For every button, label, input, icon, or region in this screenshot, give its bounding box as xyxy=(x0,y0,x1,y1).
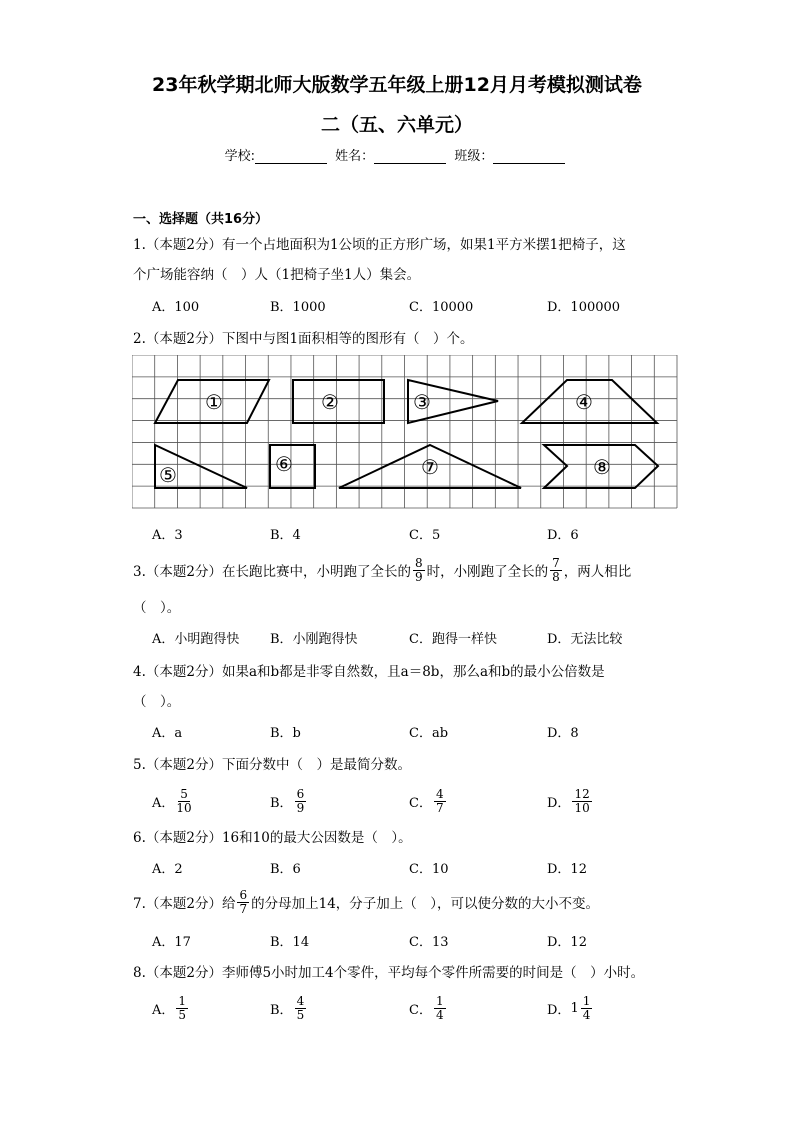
numerator: 6 xyxy=(296,786,305,801)
option-d[interactable] xyxy=(547,783,594,819)
label-4: ④ xyxy=(575,390,593,414)
fraction xyxy=(434,995,446,1022)
option-b[interactable]: B．6 xyxy=(270,861,301,877)
option-a[interactable] xyxy=(152,990,190,1026)
label-2: ② xyxy=(321,390,339,414)
option-c[interactable]: C．10000 xyxy=(409,299,474,315)
fraction xyxy=(434,788,446,815)
option-c[interactable] xyxy=(409,783,448,819)
option-b[interactable]: B．小刚跑得快 xyxy=(270,631,358,647)
option-a[interactable]: A．3 xyxy=(152,527,183,543)
option-a[interactable] xyxy=(152,783,194,819)
name-label: 姓名： xyxy=(335,149,375,164)
option-c[interactable]: C．13 xyxy=(409,934,449,950)
q1-options xyxy=(152,290,672,320)
q3-text-1 xyxy=(133,553,631,587)
label-3: ③ xyxy=(413,390,431,414)
whole-part: 1 xyxy=(570,1000,579,1016)
q7-options xyxy=(152,925,672,955)
denominator: 7 xyxy=(239,901,248,916)
q3-text-2: （ ）。 xyxy=(133,600,181,616)
fraction xyxy=(176,995,188,1022)
name-blank[interactable] xyxy=(374,150,446,164)
option-c[interactable]: C．10 xyxy=(409,861,449,877)
q3-options xyxy=(152,622,672,652)
q2-grid-figure xyxy=(132,355,678,509)
numerator: 5 xyxy=(180,786,188,801)
q6-text: 6.（本题2分）16和10的最大公因数是（ ）。 xyxy=(133,830,412,846)
numerator: 1 xyxy=(582,993,591,1008)
school-blank[interactable] xyxy=(255,150,327,164)
option-c[interactable] xyxy=(409,990,448,1026)
option-d[interactable]: D．12 xyxy=(547,934,587,950)
option-d[interactable]: D．无法比较 xyxy=(547,631,623,647)
mixed-number xyxy=(570,995,594,1022)
option-a[interactable]: A．2 xyxy=(152,861,183,877)
option-d[interactable]: D．8 xyxy=(547,725,579,741)
q5-text: 5.（本题2分）下面分数中（ ）是最简分数。 xyxy=(133,757,411,773)
q3-post: ，两人相比 xyxy=(563,564,632,580)
option-letter: B． xyxy=(270,1002,293,1018)
fraction xyxy=(581,995,593,1022)
numerator: 4 xyxy=(435,786,444,801)
denominator: 10 xyxy=(574,800,590,815)
q3-mid: 时，小刚跑了全长的 xyxy=(426,564,549,580)
option-letter: A． xyxy=(152,795,175,811)
q2-text: 2.（本题2分）下图中与图1面积相等的图形有（ ）个。 xyxy=(133,331,474,347)
label-8: ⑧ xyxy=(593,455,611,479)
option-d[interactable]: D．12 xyxy=(547,861,587,877)
option-b[interactable]: B．4 xyxy=(270,527,301,543)
q1-text-2: 个广场能容纳（ ）人（1把椅子坐1人）集会。 xyxy=(133,267,421,283)
denominator: 9 xyxy=(414,569,423,584)
option-letter: C． xyxy=(409,1002,432,1018)
label-7: ⑦ xyxy=(421,455,439,479)
option-d[interactable]: D．6 xyxy=(547,527,579,543)
fraction xyxy=(295,788,307,815)
numerator: 4 xyxy=(296,993,305,1008)
option-letter: C． xyxy=(409,795,432,811)
option-b[interactable]: B．b xyxy=(270,725,301,741)
denominator: 5 xyxy=(178,1007,187,1022)
numerator: 1 xyxy=(178,993,187,1008)
q4-text-2: （ ）。 xyxy=(133,694,181,710)
option-c[interactable]: C．ab xyxy=(409,725,449,741)
q7-post: 的分母加上14，分子加上（ ），可以使分数的大小不变。 xyxy=(251,896,600,912)
option-a[interactable]: A．小明跑得快 xyxy=(152,631,240,647)
option-d[interactable] xyxy=(547,990,594,1026)
q7-pre: 7.（本题2分）给 xyxy=(133,896,236,912)
class-blank[interactable] xyxy=(493,150,565,164)
option-letter: D． xyxy=(547,1002,571,1018)
section-heading: 一、选择题（共16分） xyxy=(133,212,269,227)
label-5: ⑤ xyxy=(159,463,177,487)
option-b[interactable] xyxy=(270,990,308,1026)
label-1: ① xyxy=(205,390,223,414)
q8-text: 8.（本题2分）李师傅5小时加工4个零件，平均每个零件所需要的时间是（ ）小时。 xyxy=(133,965,645,981)
denominator: 7 xyxy=(435,800,444,815)
q2-options xyxy=(152,518,672,548)
fraction-8-9 xyxy=(413,557,425,584)
option-letter: D． xyxy=(547,795,571,811)
denominator: 4 xyxy=(582,1007,591,1022)
option-letter: B． xyxy=(270,795,293,811)
page-title: 23年秋学期北师大版数学五年级上册12月月考模拟测试卷 xyxy=(152,74,642,96)
label-6: ⑥ xyxy=(275,452,293,476)
option-b[interactable]: B．1000 xyxy=(270,299,326,315)
option-c[interactable]: C．5 xyxy=(409,527,441,543)
numerator: 12 xyxy=(574,786,590,801)
denominator: 8 xyxy=(552,569,560,584)
denominator: 10 xyxy=(176,800,192,815)
fraction-6-7 xyxy=(237,889,249,916)
q4-options xyxy=(152,716,672,746)
q5-options xyxy=(152,783,672,819)
fraction xyxy=(572,788,591,815)
option-a[interactable]: A．17 xyxy=(152,934,191,950)
q7-text xyxy=(133,885,599,919)
numerator: 1 xyxy=(435,993,444,1008)
class-label: 班级： xyxy=(454,149,494,164)
numerator: 8 xyxy=(414,555,423,570)
option-b[interactable]: B．14 xyxy=(270,934,310,950)
option-b[interactable] xyxy=(270,783,308,819)
numerator: 6 xyxy=(239,887,248,902)
fraction xyxy=(176,788,191,815)
fraction xyxy=(295,995,307,1022)
fraction-7-8 xyxy=(550,557,562,584)
denominator: 5 xyxy=(296,1007,305,1022)
school-label: 学校: xyxy=(224,149,256,164)
denominator: 4 xyxy=(435,1007,444,1022)
option-a[interactable]: A．100 xyxy=(152,299,200,315)
denominator: 9 xyxy=(296,800,305,815)
option-c[interactable]: C．跑得一样快 xyxy=(409,631,497,647)
q1-text-1: 1.（本题2分）有一个占地面积为1公顷的正方形广场，如果1平方米摆1把椅子，这 xyxy=(133,237,626,253)
q3-pre: 3.（本题2分）在长跑比赛中，小明跑了全长的 xyxy=(133,564,411,580)
option-d[interactable]: D．100000 xyxy=(547,299,621,315)
student-info xyxy=(0,145,794,164)
q8-options xyxy=(152,990,672,1026)
numerator: 7 xyxy=(552,555,560,570)
option-letter: A． xyxy=(152,1002,175,1018)
page-subtitle: 二（五、六单元） xyxy=(320,114,473,136)
q6-options xyxy=(152,852,672,882)
option-a[interactable]: A．a xyxy=(152,725,183,741)
q4-text-1: 4.（本题2分）如果a和b都是非零自然数，且a＝8b，那么a和b的最小公倍数是 xyxy=(133,664,605,680)
